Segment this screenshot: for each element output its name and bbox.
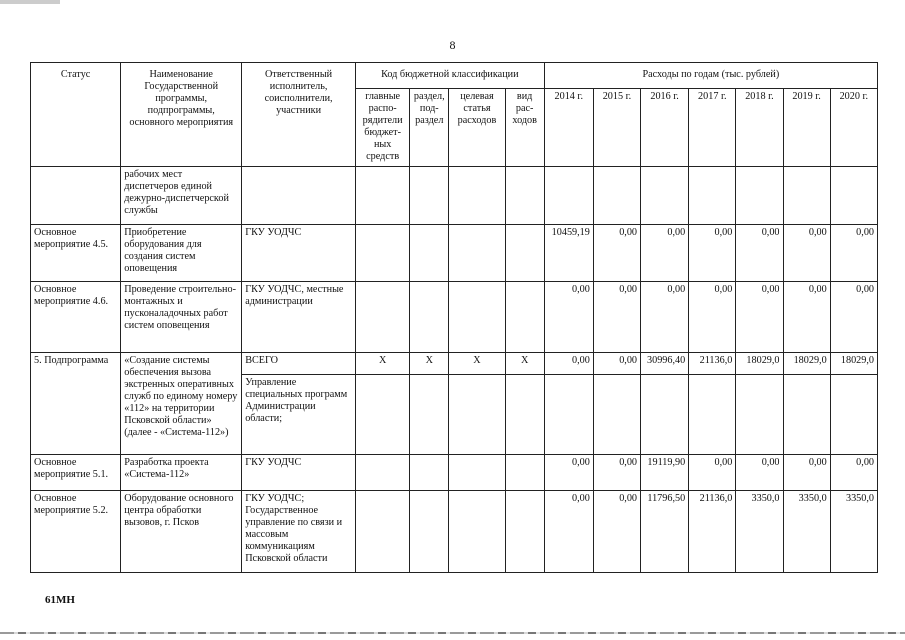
code-cell [410,375,449,455]
value-cell: 0,00 [830,455,877,491]
header-budget-sub: раздел, под-раздел [410,89,449,167]
name-cell: «Создание системы обеспечения вызова экстренных оперативных служб по единому номеру «112» на территории Псковской области» (далее - «Система-112») [121,353,242,455]
value-cell: 0,00 [544,455,593,491]
value-cell: 0,00 [593,282,640,353]
table-row [31,491,878,573]
status-cell: Основное мероприятие 5.2. [31,491,121,573]
executor-cell: ГКУ УОДЧС; Государственное управление по связи и массовым коммуникациям Псковской области [242,491,356,573]
name-cell: рабочих мест диспетчеров единой дежурно-диспетчерской службы [121,167,242,225]
header-budget-sub: главные распо-рядители бюджет-ных средств [355,89,409,167]
value-cell: 18029,0 [830,353,877,375]
header-year: 2019 г. [783,89,830,167]
scan-top-edge [0,0,905,4]
code-cell [505,455,544,491]
header-name: Наименование Государственной программы, подпрограммы, основного мероприятия [121,63,242,167]
code-cell [410,455,449,491]
code-cell [410,282,449,353]
table-row [31,353,878,375]
executor-cell: Управление специальных программ Администрации области; [242,375,356,455]
value-cell: 0,00 [593,491,640,573]
value-cell: 21136,0 [689,353,736,375]
value-cell: 0,00 [736,282,783,353]
status-cell: Основное мероприятие 5.1. [31,455,121,491]
value-cell: 0,00 [689,225,736,282]
value-cell: 0,00 [736,455,783,491]
header-status: Статус [31,63,121,167]
value-cell: 0,00 [593,225,640,282]
value-cell [641,375,689,455]
code-cell [449,491,505,573]
status-cell: Основное мероприятие 4.6. [31,282,121,353]
value-cell: 19119,90 [641,455,689,491]
code-cell [505,282,544,353]
value-cell: 0,00 [783,282,830,353]
code-cell [449,375,505,455]
header-year: 2014 г. [544,89,593,167]
value-cell [544,375,593,455]
value-cell [689,167,736,225]
value-cell [830,167,877,225]
code-cell [449,225,505,282]
value-cell: 0,00 [593,353,640,375]
code-cell [355,225,409,282]
code-cell: Х [505,353,544,375]
code-cell [449,167,505,225]
value-cell [641,167,689,225]
code-cell [449,282,505,353]
code-cell [505,225,544,282]
value-cell: 30996,40 [641,353,689,375]
header-budget-sub: целевая статья расходов [449,89,505,167]
value-cell [783,375,830,455]
executor-cell: ГКУ УОДЧС [242,225,356,282]
code-cell [355,167,409,225]
executor-cell [242,167,356,225]
value-cell [593,167,640,225]
value-cell: 0,00 [544,491,593,573]
value-cell: 0,00 [544,282,593,353]
footer-code: 61МН [45,594,75,606]
value-cell [736,375,783,455]
code-cell [355,491,409,573]
header-year: 2017 г. [689,89,736,167]
value-cell: 21136,0 [689,491,736,573]
program-expenses-table [30,62,878,573]
name-cell: Оборудование основного центра обработки вызовов, г. Псков [121,491,242,573]
value-cell: 0,00 [783,225,830,282]
status-cell [31,167,121,225]
table-row [31,225,878,282]
header-year: 2020 г. [830,89,877,167]
scan-bottom-edge [0,632,905,634]
value-cell: 11796,50 [641,491,689,573]
table-row [31,167,878,225]
value-cell: 18029,0 [736,353,783,375]
header-budget-sub: вид рас-ходов [505,89,544,167]
code-cell: Х [410,353,449,375]
header-year: 2015 г. [593,89,640,167]
page-number: 8 [449,38,456,52]
code-cell [505,167,544,225]
value-cell: 3350,0 [783,491,830,573]
value-cell [783,167,830,225]
value-cell: 0,00 [593,455,640,491]
header-year: 2016 г. [641,89,689,167]
value-cell: 3350,0 [736,491,783,573]
code-cell [355,455,409,491]
value-cell [736,167,783,225]
value-cell: 0,00 [830,225,877,282]
code-cell [355,375,409,455]
name-cell: Приобретение оборудования для создания систем оповещения [121,225,242,282]
code-cell [355,282,409,353]
header-year: 2018 г. [736,89,783,167]
code-cell [449,455,505,491]
value-cell: 3350,0 [830,491,877,573]
value-cell: 0,00 [830,282,877,353]
header-executor: Ответственный исполнитель, соисполнители, участники [242,63,356,167]
value-cell: 0,00 [641,225,689,282]
header-expenses: Расходы по годам (тыс. рублей) [544,63,877,89]
executor-cell: ВСЕГО [242,353,356,375]
value-cell: 0,00 [736,225,783,282]
value-cell: 0,00 [544,353,593,375]
value-cell: 0,00 [689,455,736,491]
code-cell [505,375,544,455]
value-cell: 0,00 [689,282,736,353]
executor-cell: ГКУ УОДЧС, местные администрации [242,282,356,353]
value-cell [593,375,640,455]
table-row [31,282,878,353]
code-cell [505,491,544,573]
value-cell [830,375,877,455]
code-cell [410,225,449,282]
value-cell: 0,00 [641,282,689,353]
name-cell: Разработка проекта «Система-112» [121,455,242,491]
header-budget-code: Код бюджетной классификации [355,63,544,89]
status-cell: 5. Подпрограмма [31,353,121,455]
code-cell [410,491,449,573]
value-cell: 18029,0 [783,353,830,375]
value-cell: 10459,19 [544,225,593,282]
value-cell [689,375,736,455]
executor-cell: ГКУ УОДЧС [242,455,356,491]
name-cell: Проведение строительно-монтажных и пусконаладочных работ систем оповещения [121,282,242,353]
value-cell [544,167,593,225]
table-row [31,455,878,491]
code-cell: Х [449,353,505,375]
code-cell [410,167,449,225]
value-cell: 0,00 [783,455,830,491]
status-cell: Основное мероприятие 4.5. [31,225,121,282]
code-cell: Х [355,353,409,375]
